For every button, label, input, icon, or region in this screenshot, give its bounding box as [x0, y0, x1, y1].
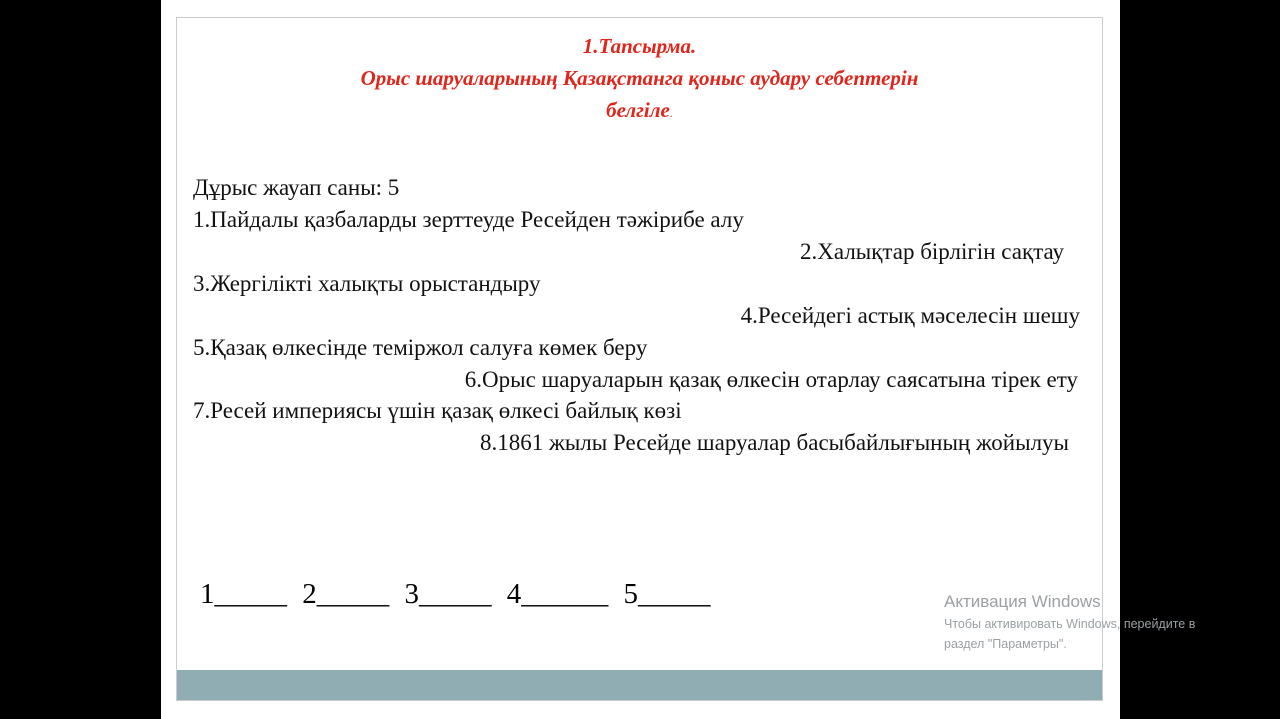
answer-blank-5: 5_____ — [623, 578, 711, 610]
task-question-line2 — [177, 94, 1102, 129]
answer-blank-2: 2_____ — [302, 578, 390, 610]
windows-activation-watermark — [944, 590, 1195, 654]
answer-blank-4: 4______ — [506, 578, 609, 610]
task-title: 1.Тапсырма. — [582, 34, 697, 58]
slide-footer-bar — [177, 670, 1102, 700]
option-item: 1.Пайдалы қазбаларды зерттеуде Ресейден тәжірибе алу — [193, 207, 744, 232]
task-question-line2-text: белгіле — [606, 98, 670, 122]
answer-count: Дұрыс жауап саны: 5 — [193, 175, 400, 200]
task-question-line1: Орыс шаруаларының Қазақстанга қоныс аудару себептерін — [360, 66, 919, 90]
task-question-dot: . — [669, 106, 673, 120]
option-item: 7.Ресей империясы үшін қазақ өлкесі байлық көзі — [193, 398, 682, 423]
option-item: 5.Қазақ өлкесінде теміржол салуға көмек беру — [193, 335, 648, 360]
watermark-line2: раздел "Параметры". — [944, 637, 1067, 651]
answer-blank-3: 3_____ — [404, 578, 492, 610]
option-item: 4.Ресейдегі астық мәселесін шешу — [740, 303, 1080, 328]
option-item: 8.1861 жылы Ресейде шаруалар басыбайлығының жойылуы — [479, 430, 1069, 455]
answer-blank-1: 1_____ — [200, 578, 287, 610]
watermark-title: Активация Windows — [944, 592, 1101, 611]
watermark-line1: Чтобы активировать Windows, перейдите в — [944, 617, 1196, 631]
option-item: 3.Жергілікті халықты орыстандыру — [193, 271, 541, 296]
option-item: 2.Халықтар бірлігін сақтау — [800, 239, 1064, 264]
option-item: 6.Орыс шаруаларын қазақ өлкесін отарлау саясатына тірек ету — [464, 367, 1078, 392]
answer-blanks — [200, 576, 719, 612]
